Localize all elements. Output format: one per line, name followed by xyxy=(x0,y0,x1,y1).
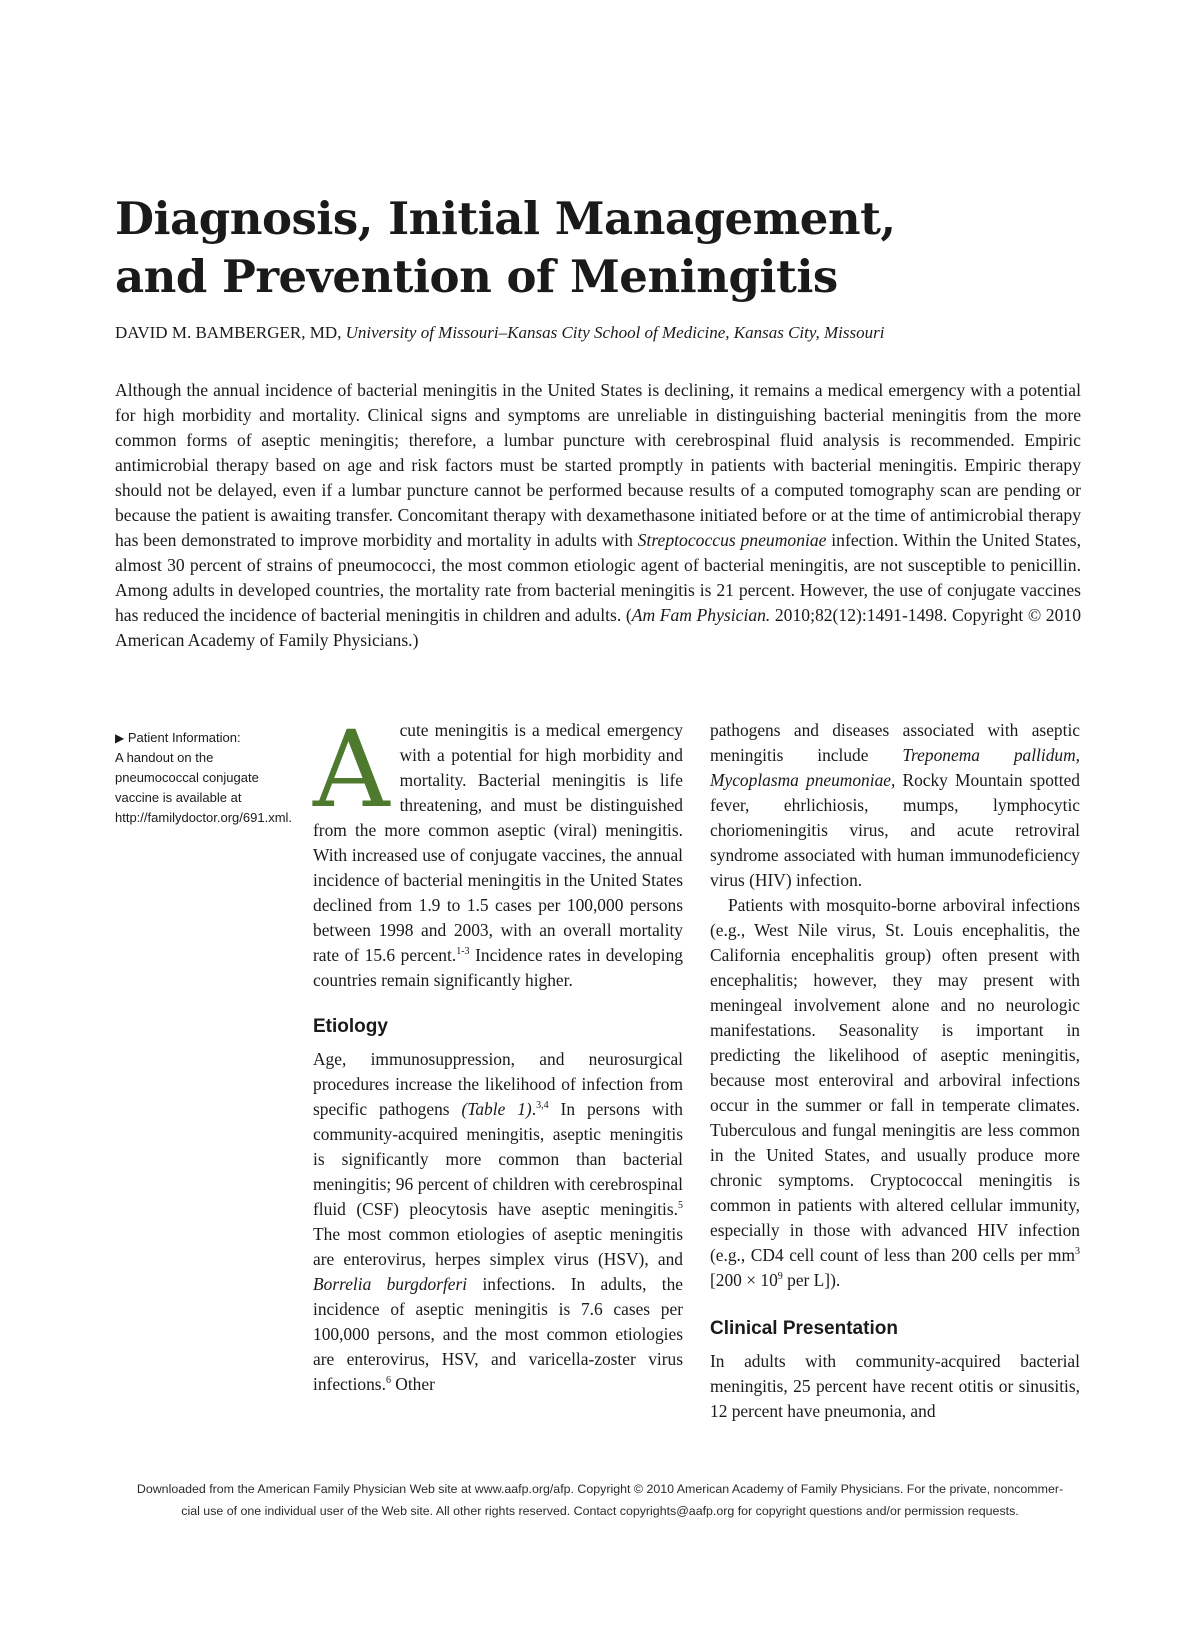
organism-treponema: Treponema pallidum, xyxy=(902,745,1080,765)
etiology-text-2: In persons with community-acquired meningitis, aseptic meningitis is significantly more common than bacterial meningitis; 96 percent of children with cerebrospinal fluid (CSF) pleocytosis have aseptic meningitis. xyxy=(313,1099,683,1219)
footer-line-2: cial use of one individual user of the Web site. All other rights reserved. Contact copyrights@aafp.org for copyright questions and/or permission requests. xyxy=(181,1504,1019,1518)
pathogens-text-1: pathogens and diseases associated with aseptic meningitis include xyxy=(710,720,1080,765)
abstract-text-1: Although the annual incidence of bacterial meningitis in the United States is declining, it remains a medical emergency with a potential for high morbidity and mortality. Clinical signs and symptoms are unreliable in distinguishing bacterial meningitis from the more common forms of aseptic meningitis; therefore, a lumbar puncture with cerebrospinal fluid analysis is recommended. Empiric antimicrobial therapy based on age and risk factors must be started promptly in patients with bacterial meningitis. Empiric therapy should not be delayed, even if a lumbar puncture cannot be performed because results of a computed tomography scan are pending or because the patient is awaiting transfer. Concomitant therapy with dexamethasone initiated before or at the time of antimicrobial therapy has been demonstrated to improve morbidity and mortality in adults with xyxy=(115,380,1081,550)
section-heading-clinical-presentation: Clinical Presentation xyxy=(710,1318,898,1339)
title-line-1: Diagnosis, Initial Management, xyxy=(115,192,896,245)
article-title xyxy=(115,190,1095,306)
reference-superscript: 5 xyxy=(678,1200,683,1212)
reference-superscript: 3,4 xyxy=(536,1100,549,1112)
title-line-2: and Prevention of Meningitis xyxy=(115,250,838,303)
arboviral-text-end: per L]). xyxy=(782,1270,841,1290)
author-name: DAVID M. BAMBERGER, MD, xyxy=(115,323,342,342)
superscript: 9 xyxy=(777,1271,783,1283)
abstract-journal: Am Fam Physician. xyxy=(631,605,771,625)
abstract xyxy=(115,378,1081,653)
triangle-bullet-icon: ▶ xyxy=(115,731,125,745)
organism-mycoplasma: Mycoplasma pneumoniae, xyxy=(710,770,896,790)
pathogens-paragraph xyxy=(710,718,1080,893)
sidebar-text: A handout on the pneumococcal conjugate vaccine is available at http://familydoctor.org/691.xml. xyxy=(115,750,293,825)
footer-line-1: Downloaded from the American Family Physician Web site at www.aafp.org/afp. Copyright © 2010 American Academy of Family Physicians. For the private, noncommer- xyxy=(136,1482,1064,1496)
drop-cap: A xyxy=(313,708,390,831)
author-affiliation: University of Missouri–Kansas City School of Medicine, Kansas City, Missouri xyxy=(345,323,885,342)
clinical-paragraph: In adults with community-acquired bacterial meningitis, 25 percent have recent otitis or sinusitis, 12 percent have pneumonia, and xyxy=(710,1351,1080,1421)
intro-text-end: Incidence rates in developing countries remain significantly higher. xyxy=(313,945,683,990)
etiology-text-1: Age, immunosuppression, and neurosurgical procedures increase the likelihood of infection from specific pathogens xyxy=(313,1049,683,1119)
section-heading-etiology: Etiology xyxy=(313,1016,388,1037)
abstract-citation: 2010;82(12):1491-1498. Copyright © 2010 American Academy of Family Physicians.) xyxy=(115,605,1081,650)
arboviral-paragraph xyxy=(710,893,1080,1293)
arboviral-text: Patients with mosquito-borne arboviral infections (e.g., West Nile virus, St. Louis encephalitis, the California encephalitis group) often present with encephalitis; however, they may present with meningeal involvement alone and no neurologic manifestations. Seasonality is important in predicting the likelihood of aseptic meningitis, because most enteroviral and arboviral infections occur in the summer or fall in temperate climates. Tuberculous and fungal meningitis are less common in the United States, and usually produce more chronic symptoms. Cryptococcal meningitis is common in patients with altered cellular immunity, especially in those with advanced HIV infection (e.g., CD4 cell count of less than 200 cells per mm xyxy=(710,895,1080,1265)
etiology-text-3: The most common etiologies of aseptic meningitis are enterovirus, herpes simplex virus (HSV), and xyxy=(313,1224,683,1269)
sidebar-label: Patient Information: xyxy=(127,730,241,745)
download-footer xyxy=(110,1478,1090,1522)
superscript: 3 xyxy=(1075,1246,1080,1258)
organism-borrelia: Borrelia burgdorferi xyxy=(313,1274,468,1294)
etiology-paragraph: Age, immunosuppression, and neurosurgical procedures increase the likelihood of infection from specific pathogens (Table 1).$^{3,4}$ In persons with community-acquired meningitis, aseptic meningitis is significantly more common than bacterial meningitis; 96 percent of children with cerebrospinal fluid (CSF) pleocytosis have aseptic meningitis.$^5$ The most common etiologies of aseptic meningitis are enterovirus, herpes simplex virus (HSV), and Borrelia burgdorferi infections. In adults, the incidence of aseptic meningitis is 7.6 cases per 100,000 persons, and the most common etiologies are enterovirus, HSV, and varicella-zoster virus infections.$^6$ Other xyxy=(313,1049,684,1394)
reference-superscript: 6 xyxy=(385,1375,391,1387)
body-column-2 xyxy=(710,718,1080,1424)
body-column-1 xyxy=(313,708,684,1397)
patient-info-sidebar xyxy=(115,728,295,828)
reference-superscript: 1-3 xyxy=(456,946,470,958)
table-reference-link[interactable]: (Table 1) xyxy=(461,1099,532,1119)
arboviral-text-mid: [200 × 10 xyxy=(710,1270,778,1290)
byline xyxy=(115,322,1115,344)
abstract-text-2: infection. Within the United States, almost 30 percent of strains of pneumococci, the most common etiologic agent of bacterial meningitis, are not susceptible to penicillin. Among adults in developed countries, the mortality rate from bacterial meningitis is 21 percent. However, the use of conjugate vaccines has reduced the incidence of bacterial meningitis in children and adults. ( xyxy=(115,530,1081,625)
pathogens-text-2: Rocky Mountain spotted fever, ehrlichiosis, mumps, lymphocytic choriomeningitis virus, and acute retroviral syndrome associated with human immunodeficiency virus (HIV) infection. xyxy=(710,770,1080,890)
etiology-text-5: Other xyxy=(390,1374,435,1394)
intro-text: cute meningitis is a medical emergency with a potential for high morbidity and mortality. Bacterial meningitis is life threatening, and must be distinguished from the more common aseptic (viral) meningitis. With increased use of conjugate vaccines, the annual incidence of bacterial meningitis in the United States declined from 1.9 to 1.5 cases per 100,000 persons between 1998 and 2003, with an overall mortality rate of 15.6 percent. xyxy=(313,720,683,965)
intro-paragraph xyxy=(313,708,683,993)
abstract-organism: Streptococcus pneumoniae xyxy=(637,530,827,550)
etiology-text-4: infections. In adults, the incidence of aseptic meningitis is 7.6 cases per 100,000 persons, and the most common etiologies are enterovirus, HSV, and varicella-zoster virus infections. xyxy=(313,1274,684,1394)
